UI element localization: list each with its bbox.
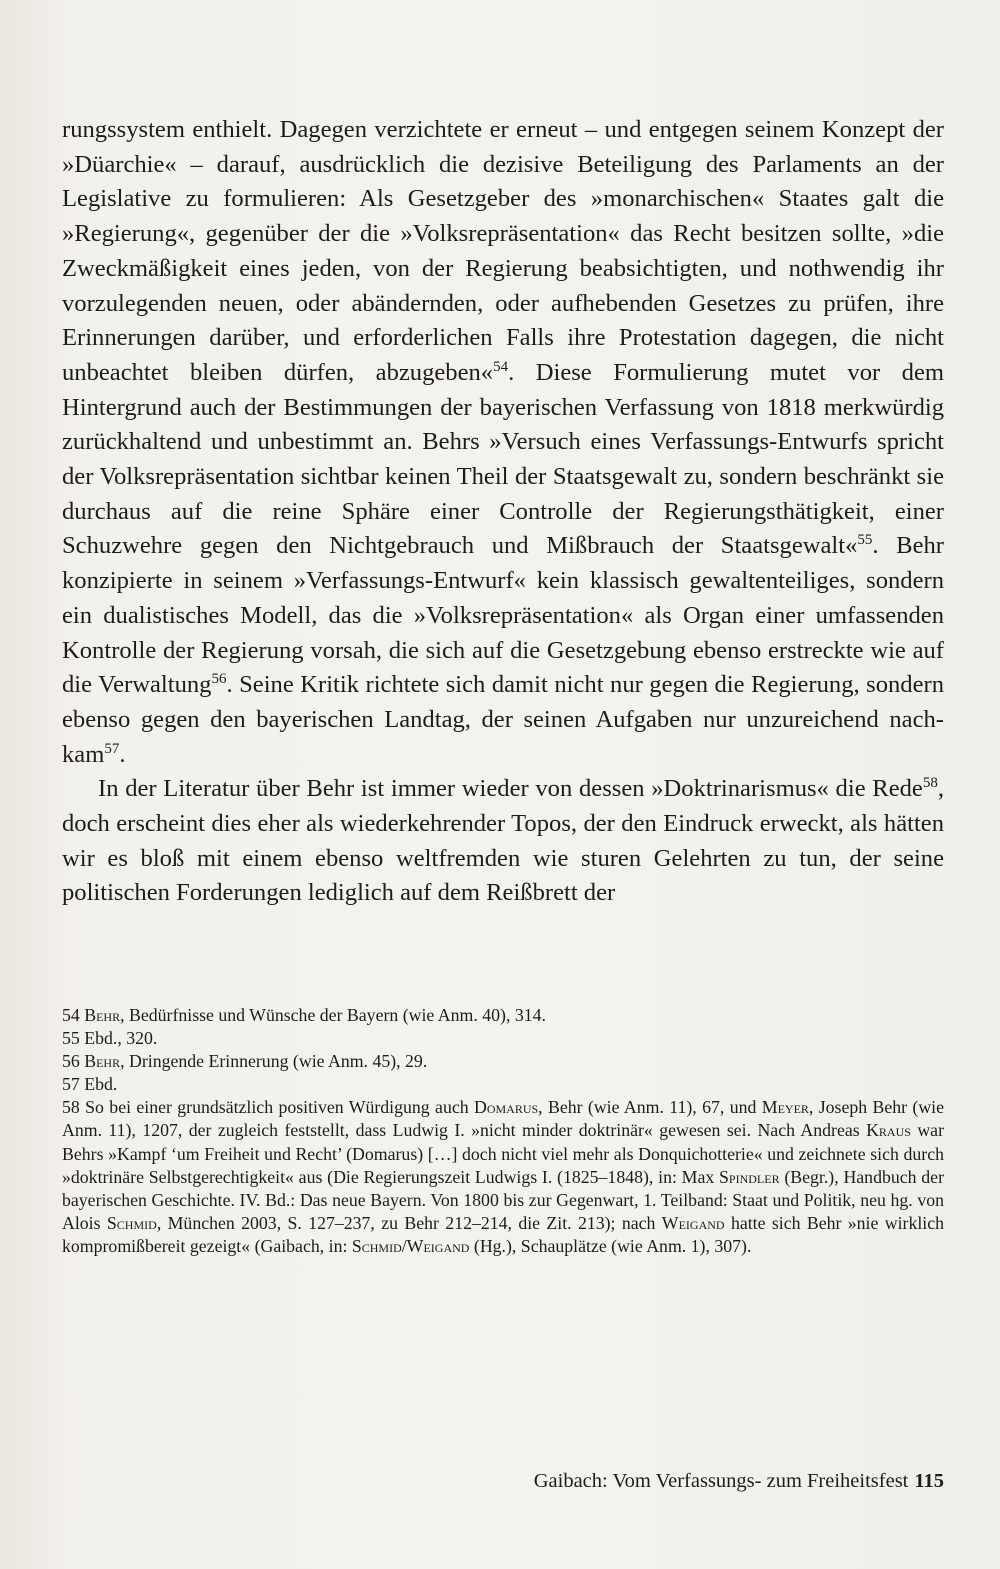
- paragraph-text: In der Literatur über Behr ist immer wieder von dessen »Doktrinarismus« die Rede: [98, 775, 923, 803]
- footnote-text: , Bedürfnisse und Wünsche der Bayern (wie Anm. 40), 314.: [120, 1005, 546, 1025]
- footnote-author: Weigand: [661, 1212, 725, 1233]
- footnote-author: Kraus: [866, 1120, 911, 1141]
- footnote-text: , München 2003, S. 127–237, zu Behr 212–214, die Zit. 213); nach: [156, 1212, 662, 1233]
- footnote-text: , Dringende Erinnerung (wie Anm. 45), 29.: [120, 1051, 428, 1072]
- paragraph-text: . Diese Formulierung mutet vor dem Hintergrund auch der Bestimmungen der bayerischen Verfassung von 1818 merkwürdig zurückhaltend und unbestimmt an. Behrs »Versuch eines Verfassungs-Entwurfs spricht der Volksrepräsentation sichtbar keinen Theil der Staatsgewalt zu, sondern beschränkt sie durchaus auf die reine Sphäre einer Controlle der Regierungsthätigkeit, einer Schuzwehre gegen den Nichtgebrauch und Mißbrauch der Staatsgewalt«: [62, 358, 944, 560]
- footnote-text: Ebd., 320.: [84, 1028, 158, 1049]
- footnote-57: [62, 1073, 944, 1096]
- page-number: 115: [914, 1470, 944, 1492]
- footnote-text: hatte sich Behr »nie wirklich kompromißbereit gezeigt« (Gaibach, in:: [62, 1212, 945, 1256]
- footnote-author: Meyer: [761, 1097, 809, 1118]
- page-footer: [534, 1468, 944, 1494]
- footnote-number: 55: [62, 1028, 80, 1049]
- footnote-author: Behr: [84, 1005, 121, 1025]
- paragraph-text: rungssystem enthielt. Dagegen verzichtete er erneut – und entgegen seinem Konzept der »Düarchie« – darauf, ausdrücklich die dezisive Beteiligung des Parlaments an der Legislative zu formulieren: Als Gesetzgeber des »monarchischen« Staates galt die »Regierung«, gegenüber der die »Volksrepräsentation« das Recht besitzen sollte, »die Zweckmäßigkeit eines jeden, von der Regierung beabsichtigten, und nothwendig ihr vorzulegenden neuen, oder abändernden, oder aufhebenden Gesetzes zu prüfen, ihre Erinnerungen darüber, und erforderlichen Falls ihre Protestation dagegen, die nicht unbeachtet bleiben dürfen, abzugeben«: [62, 116, 944, 386]
- footnote-text: war Behrs »Kampf ‘um Freiheit und Recht’ (Domarus) […] doch nicht viel mehr als Donquichotterie« und zeichnete sich durch »doktrinäre Selbstgerechtigkeit« aus (Die Regierungszeit Ludwigs I. (1825–1848), in: Max: [62, 1120, 944, 1187]
- footnote-ref-58[interactable]: 58: [922, 775, 938, 792]
- footnote-ref-54[interactable]: 54: [493, 358, 509, 375]
- footnote-author: Schmid: [106, 1212, 157, 1233]
- paragraph-2: [62, 772, 944, 911]
- paragraph-1: [62, 113, 944, 772]
- footnote-text: (Begr.), Handbuch der bayerischen Geschichte. IV. Bd.: Das neue Bayern. Von 1800 bis zur Gegenwart, 1. Teilband: Staat und Politik, neu hg. von Alois: [62, 1166, 944, 1233]
- footnote-text: So bei einer grundsätzlich positiven Würdigung auch: [85, 1097, 474, 1118]
- footnote-ref-55[interactable]: 55: [857, 532, 873, 549]
- footnote-ref-56[interactable]: 56: [211, 671, 227, 688]
- paragraph-text: , doch erscheint dies eher als wiederkehrender Topos, der den Eindruck erweckt, als hätten wir es bloß mit einem ebenso weltfremden wie sturen Gelehrten zu tun, der seine politischen Forderungen lediglich auf dem Reißbrett der: [62, 775, 944, 907]
- paragraph-text: .: [119, 740, 126, 768]
- footnote-text: , Joseph Behr (wie Anm. 11), 1207, der zugleich feststellt, dass Ludwig I. »nicht minder doktrinär« gewesen sei. Nach Andreas: [62, 1097, 945, 1141]
- footnote-text: (Hg.), Schauplätze (wie Anm. 1), 307).: [469, 1235, 752, 1256]
- footnote-number: 56: [62, 1051, 80, 1072]
- footnote-author: Domarus: [473, 1097, 539, 1118]
- footnote-text: , Behr (wie Anm. 11), 67, und: [538, 1097, 762, 1118]
- footnotes: [62, 1004, 944, 1258]
- footnote-54: [62, 1004, 944, 1027]
- footnote-number: 57: [62, 1074, 80, 1095]
- footnote-56: [62, 1050, 944, 1073]
- main-text: [62, 113, 944, 911]
- footnote-text: Ebd.: [84, 1074, 118, 1095]
- footnote-ref-57[interactable]: 57: [104, 740, 120, 757]
- footnote-55: [62, 1027, 944, 1050]
- footnote-number: 58: [62, 1097, 80, 1118]
- paragraph-text: . Seine Kritik richtete sich damit nicht nur gegen die Regierung, sondern ebenso gegen den bayerischen Landtag, der seinen Aufgaben nur unzureichend nachkam: [62, 671, 945, 768]
- paragraph-text: . Behr konzipierte in seinem »Verfassungs-Entwurf« kein klassisch gewaltenteiliges, sondern ein dualistisches Modell, das die »Volksrepräsentation« als Organ einer umfassenden Kontrolle der Regierung vorsah, die sich auf die Gesetzgebung ebenso erstreckte wie auf die Verwaltung: [62, 532, 944, 699]
- footnote-number: 54: [62, 1005, 80, 1025]
- running-title: Gaibach: Vom Verfassungs- zum Freiheitsfest: [533, 1470, 909, 1492]
- footnote-58: [62, 1096, 944, 1258]
- footnote-author: Schmid/Weigand: [351, 1235, 470, 1256]
- footnote-author: Behr: [84, 1051, 121, 1072]
- footnote-author: Spindler: [719, 1166, 780, 1187]
